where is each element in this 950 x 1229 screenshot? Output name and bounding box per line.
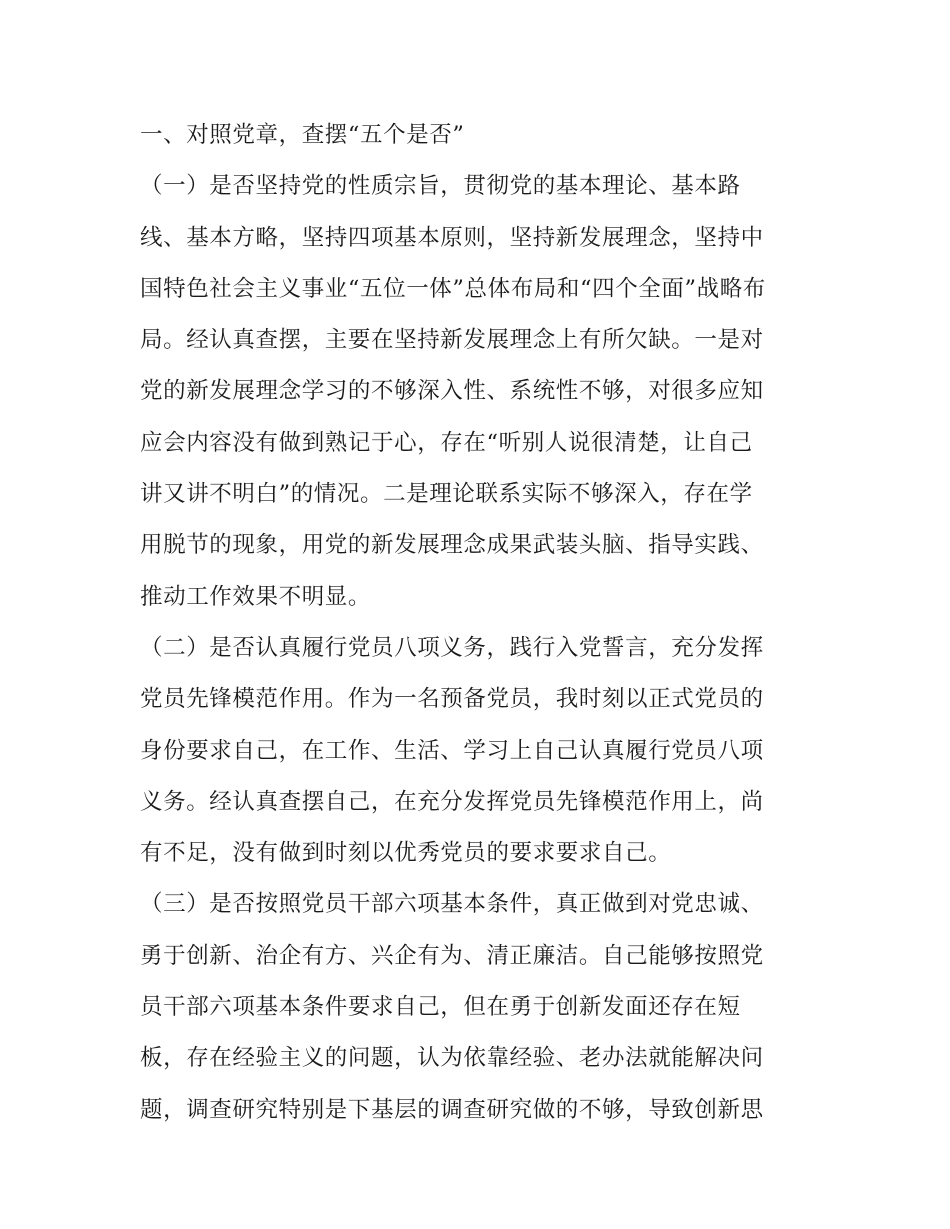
- paragraph-2-line: 有不足，没有做到时刻以优秀党员的要求要求自己。: [140, 840, 672, 867]
- paragraph-3-line: （三）是否按照党员干部六项基本条件，真正做到对党忠诚、: [140, 891, 764, 918]
- paragraph-2-line: （二）是否认真履行党员八项义务，践行入党誓言，充分发挥: [140, 634, 764, 661]
- paragraph-1-line: 用脱节的现象，用党的新发展理念成果武装头脑、指导实践、: [140, 532, 764, 559]
- paragraph-1-line: 讲又讲不明白”的情况。二是理论联系实际不够深入，存在学: [140, 481, 753, 508]
- paragraph-3-line: 题，调查研究特别是下基层的调查研究做的不够，导致创新思: [140, 1096, 764, 1123]
- paragraph-3-line: 板，存在经验主义的问题，认为依靠经验、老办法就能解决问: [140, 1045, 764, 1072]
- paragraph-1-line: 推动工作效果不明显。: [140, 583, 372, 610]
- paragraph-3-line: 员干部六项基本条件要求自己，但在勇于创新发面还存在短: [140, 994, 741, 1021]
- document-body: [140, 110, 815, 1136]
- paragraph-1-line: 党的新发展理念学习的不够深入性、系统性不够，对很多应知: [140, 378, 764, 405]
- paragraph-2-line: 身份要求自己，在工作、生活、学习上自己认真履行党员八项: [140, 737, 764, 764]
- paragraph-1-line: 局。经认真查摆，主要在坚持新发展理念上有所欠缺。一是对: [140, 327, 764, 354]
- paragraph-2-line: 党员先锋模范作用。作为一名预备党员，我时刻以正式党员的: [140, 686, 764, 713]
- paragraph-1-line: （一）是否坚持党的性质宗旨，贯彻党的基本理论、基本路: [140, 173, 741, 200]
- paragraph-3-line: 勇于创新、治企有方、兴企有为、清正廉洁。自己能够按照党: [140, 942, 764, 969]
- paragraph-1-line: 线、基本方略，坚持四项基本原则，坚持新发展理念，坚持中: [140, 224, 764, 251]
- paragraph-1-line: 国特色社会主义事业“五位一体”总体布局和“四个全面”战略布: [140, 275, 766, 302]
- section-heading: 一、对照党章，查摆“五个是否”: [140, 122, 465, 148]
- paragraph-2-line: 义务。经认真查摆自己，在充分发挥党员先锋模范作用上，尚: [140, 788, 764, 815]
- paragraph-1-line: 应会内容没有做到熟记于心，存在“听别人说很清楚，让自己: [140, 429, 753, 456]
